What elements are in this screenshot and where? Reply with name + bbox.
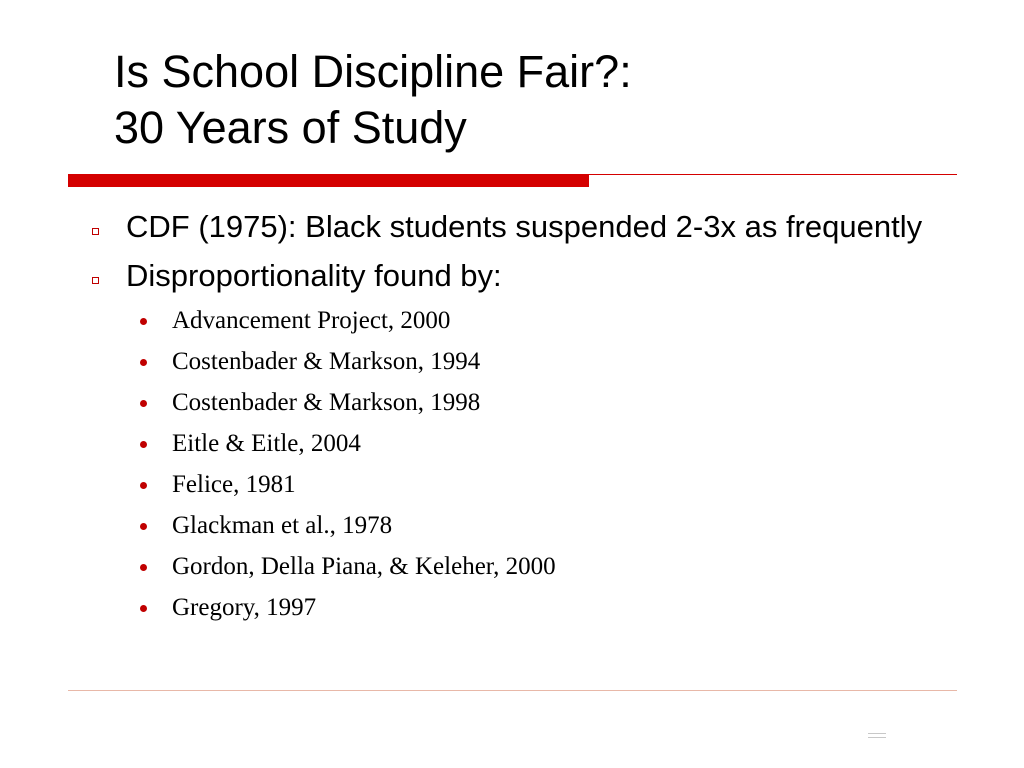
sub-bullet-text: Costenbader & Markson, 1998 <box>172 389 481 416</box>
square-bullet-icon <box>92 277 99 284</box>
footer-mark <box>868 733 886 738</box>
sub-bullet-text: Eitle & Eitle, 2004 <box>172 430 361 457</box>
sub-bullet-text: Costenbader & Markson, 1994 <box>172 348 481 375</box>
title-underline-thin <box>589 174 957 175</box>
round-bullet-icon <box>140 605 147 612</box>
round-bullet-icon <box>140 400 147 407</box>
bullet-item <box>84 257 954 294</box>
bullet-list <box>84 208 954 628</box>
round-bullet-icon <box>140 441 147 448</box>
sub-bullet-item <box>84 464 954 505</box>
sub-bullet-item <box>84 587 954 628</box>
sub-bullet-item <box>84 505 954 546</box>
sub-bullet-text: Advancement Project, 2000 <box>172 307 451 334</box>
round-bullet-icon <box>140 523 147 530</box>
bullet-item <box>84 208 954 245</box>
sub-bullet-text: Felice, 1981 <box>172 471 296 498</box>
title-underline <box>68 174 957 187</box>
sub-bullet-item <box>84 546 954 587</box>
sub-bullet-text: Gregory, 1997 <box>172 594 317 621</box>
sub-bullet-list <box>84 300 954 628</box>
square-bullet-icon <box>92 228 99 235</box>
round-bullet-icon <box>140 482 147 489</box>
sub-bullet-item <box>84 382 954 423</box>
round-bullet-icon <box>140 318 147 325</box>
sub-bullet-item <box>84 423 954 464</box>
sub-bullet-item <box>84 341 954 382</box>
slide-title-line-1: Is School Discipline Fair?: <box>114 46 632 97</box>
title-underline-thick <box>68 174 589 187</box>
round-bullet-icon <box>140 564 147 571</box>
sub-bullet-text: Gordon, Della Piana, & Keleher, 2000 <box>172 553 556 580</box>
sub-bullet-text: Glackman et al., 1978 <box>172 512 393 539</box>
bullet-text: CDF (1975): Black students suspended 2-3x as frequently <box>126 209 923 244</box>
sub-bullet-item <box>84 300 954 341</box>
bullet-text: Disproportionality found by: <box>126 258 502 293</box>
round-bullet-icon <box>140 359 147 366</box>
slide-title-line-2: 30 Years of Study <box>114 102 467 153</box>
footer-divider <box>68 690 957 691</box>
slide-title <box>114 44 954 156</box>
